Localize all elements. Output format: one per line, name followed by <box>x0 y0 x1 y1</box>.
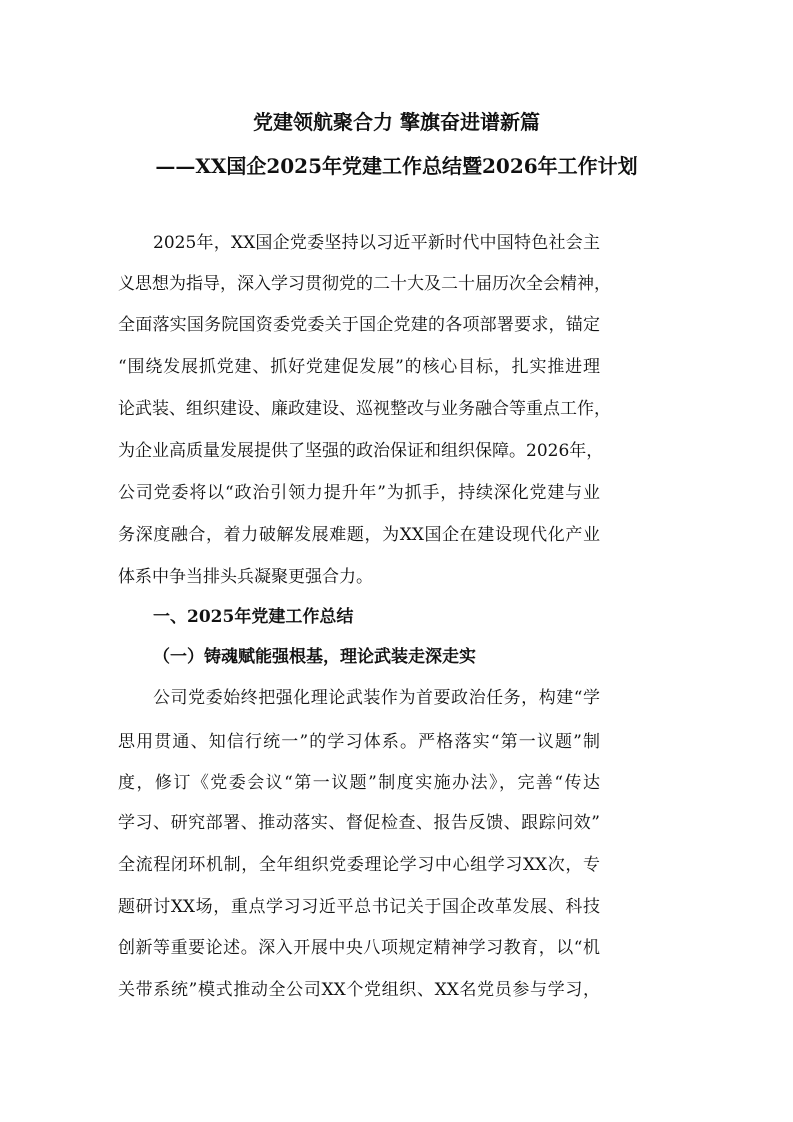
paragraph-line: 为企业高质量发展提供了坚强的政治保证和组织保障。2026年， <box>118 441 604 461</box>
subsection-heading: （一）铸魂赋能强根基，理论武装走深走实 <box>153 647 476 667</box>
paragraph-line: 2025年，XX国企党委坚持以习近平新时代中国特色社会主 <box>153 233 600 253</box>
paragraph-line: 义思想为指导，深入学习贯彻党的二十大及二十届历次全会精神， <box>118 274 611 294</box>
paragraph-line: 关带系统”模式推动全公司XX个党组织、XX名党员参与学习， <box>118 980 600 1000</box>
paragraph-line: 公司党委始终把强化理论武装作为首要政治任务，构建“学 <box>153 688 600 708</box>
paragraph-line: 论武装、组织建设、廉政建设、巡视整改与业务融合等重点工作， <box>118 399 611 419</box>
paragraph-line: 全面落实国务院国资委党委关于国企党建的各项部署要求，锚定 <box>118 315 600 335</box>
paragraph-line: 思用贯通、知信行统一”的学习体系。严格落实“第一议题”制 <box>118 732 600 752</box>
paragraph-line: 题研讨XX场，重点学习习近平总书记关于国企改革发展、科技 <box>118 897 600 917</box>
document-subtitle: ——XX国企2025年党建工作总结暨2026年工作计划 <box>155 154 638 178</box>
paragraph-line: 全流程闭环机制，全年组织党委理论学习中心组学习XX次，专 <box>118 855 600 875</box>
paragraph-line: 务深度融合，着力破解发展难题，为XX国企在建设现代化产业 <box>118 525 600 545</box>
document-title: 党建领航聚合力 擎旗奋进谱新篇 <box>253 110 540 134</box>
paragraph-line: 度，修订《党委会议“第一议题”制度实施办法》，完善“传达 <box>118 773 600 793</box>
paragraph-line: “围绕发展抓党建、抓好党建促发展”的核心目标，扎实推进理 <box>118 357 600 377</box>
section-heading: 一、2025年党建工作总结 <box>153 607 354 627</box>
paragraph-line: 体系中争当排头兵凝聚更强合力。 <box>118 567 373 587</box>
paragraph-line: 公司党委将以“政治引领力提升年”为抓手，持续深化党建与业 <box>118 483 600 503</box>
paragraph-line: 学习、研究部署、推动落实、督促检查、报告反馈、跟踪问效” <box>118 813 600 833</box>
paragraph-line: 创新等重要论述。深入开展中央八项规定精神学习教育，以“机 <box>118 938 600 958</box>
